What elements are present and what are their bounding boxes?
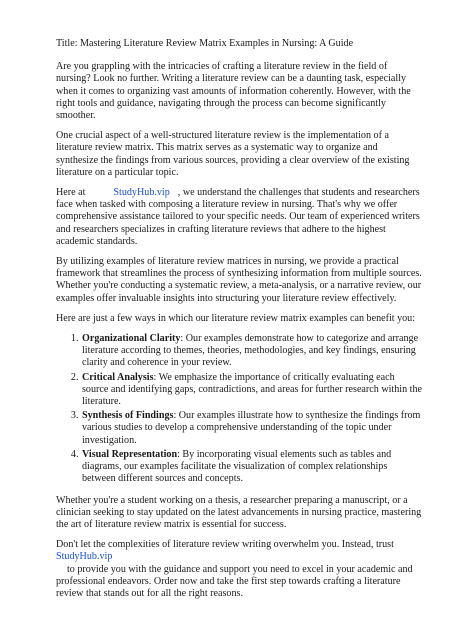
list-item-text: : Our examples illustrate how to synthesize the findings from various studies to develop a comprehensive understanding of the topic under investigation. [82,410,421,446]
paragraph-examples: By utilizing examples of literature review matrices in nursing, we provide a practical framework that streamlines the process of synthesizing information from multiple sources. Whether you're conducting a systematic review, a meta-analysis, or a narrative review, our examples offer invaluable insights into structuring your literature review effectively. [56,256,422,304]
benefits-list [56,333,422,485]
list-item [81,449,422,486]
studyhub-link[interactable]: StudyHub.vip [113,187,170,199]
paragraph-closing-rest: to provide you with the guidance and support you need to excel in your academic and professional endeavors. Order now and take the first step towards crafting a literature review that stands out for all the right reasons. [56,563,413,599]
studyhub-link[interactable]: StudyHub.vip [56,551,113,563]
paragraph-service-lead: Here at [56,187,86,199]
list-item [81,372,422,409]
paragraph-audience: Whether you're a student working on a thesis, a researcher preparing a manuscript, or a clinician seeking to stay updated on the latest advancements in nursing practice, mastering the art of literature review matrix is essential for success. [56,494,422,530]
paragraph-list-intro: Here are just a few ways in which our literature review matrix examples can benefit you: [56,312,416,324]
paragraph-service-rest: , we understand the challenges that students and researchers face when tasked with composing a literature review in nursing. That's why we offer comprehensive assistance tailored to your specific needs. Our team of experienced writers and researchers specializes in crafting literature reviews that adhere to the highest academic standards. [56,187,420,247]
document-title: Title: Mastering Literature Review Matrix Examples in Nursing: A Guide [56,38,354,49]
paragraph-closing-lead: Don't let the complexities of literature review writing overwhelm you. Instead, trust [56,539,394,551]
paragraph-closing [56,539,422,600]
list-item-term: Synthesis of Findings [82,410,174,422]
paragraph-intro: Are you grappling with the intricacies of crafting a literature review in the field of nursing? Look no further. Writing a literature review can be a daunting task, especially when it comes to organizing vast amounts of information coherently. However, with the right tools and guidance, navigating through the process can become significantly smoother. [56,61,411,122]
paragraph-matrix: One crucial aspect of a well-structured literature review is the implementation of a literature review matrix. This matrix serves as a systematic way to organize and synthesize the findings from various sources, providing a clear overview of the existing literature on a particular topic. [56,130,410,178]
list-item [81,333,422,370]
list-item-text: : By incorporating visual elements such as tables and diagrams, our examples facilitate the visualization of complex relationships between different sources and concepts. [82,448,392,485]
list-item-term: Organizational Clarity [82,333,181,345]
paragraph-service [56,187,422,248]
list-item-text: : Our examples demonstrate how to categorize and arrange literature according to themes, theories, methodologies, and key findings, ensuring clarity and coherence in your review. [82,333,419,369]
list-item [81,410,422,447]
list-item-text: : We emphasize the importance of critically evaluating each source and identifying gaps, contradictions, and areas for further research within the literature. [82,371,422,408]
list-item-term: Visual Representation [82,448,178,460]
list-item-term: Critical Analysis [82,371,154,383]
